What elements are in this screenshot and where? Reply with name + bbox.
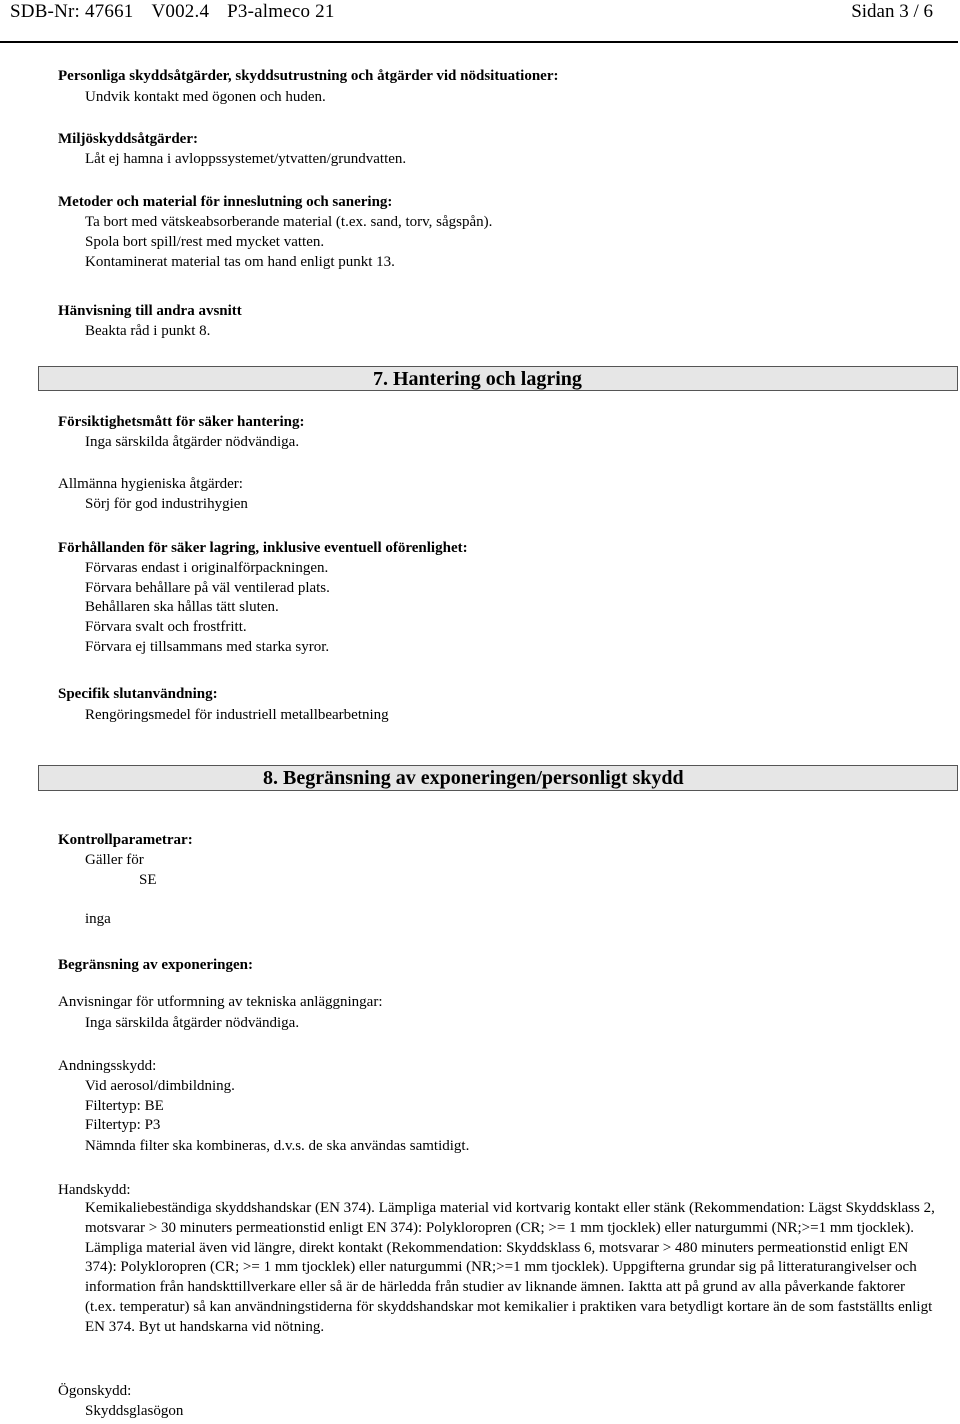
environmental-heading: Miljöskyddsåtgärder: [58, 131, 198, 147]
storage-line: Förvara behållare på väl ventilerad plats. [85, 580, 330, 596]
containment-line: Spola bort spill/rest med mycket vatten. [85, 234, 325, 250]
personal-precautions-text: Undvik kontakt med ögonen och huden. [85, 89, 326, 105]
storage-line: Förvara svalt och frostfritt. [85, 619, 247, 635]
reference-text: Beakta råd i punkt 8. [85, 323, 211, 339]
section-8-title: 8. Begränsning av exponeringen/personligt skydd [263, 767, 684, 789]
hygiene-heading: Allmänna hygieniska åtgärder: [58, 476, 243, 492]
hand-protection-heading: Handskydd: [58, 1182, 131, 1198]
document-header [10, 0, 353, 24]
product-name: P3-almeco 21 [227, 1, 335, 22]
containment-line: Ta bort med vätskeabsorberande material (t.ex. sand, torv, sågspån). [85, 214, 493, 230]
containment-heading: Metoder och material för inneslutning och sanering: [58, 194, 393, 210]
hand-protection-text: Kemikaliebeständiga skyddshandskar (EN 374). Lämpliga material vid kortvarig kontakt eller stänk (Rekommendation: Lägst Skyddsklass 2, motsvarar > 30 minuters permeationstid enligt EN 374): Polykloropren (CR; >= 1 mm tjocklek) eller naturgummi (NR;>=1 mm tjocklek). Lämpliga material även vid längre, direkt kontakt (Rekommendation: Skyddsklass 6, motsvarar > 480 minuters permeationstid enligt EN 374): Polykloropren (CR; >= 1 mm tjocklek) eller naturgummi (NR;>=1 mm tjocklek). Uppgifterna grundar sig på litteraturangivelser och information från handskttillverkare eller så är de härledda från studier av liknande ämnen. Iaktta att på grund av alla påverkande faktorer (t.ex. temperatur) så kan användningstiderna för skyddshandskar mot kemikalier i praktiken vara betydligt kortare än de som fastställts enligt EN 374. Byt ut handskarna vid nötning. [85, 1200, 935, 1335]
engineering-heading: Anvisningar för utformning av tekniska anläggningar: [58, 994, 383, 1010]
limits-none: inga [85, 911, 111, 927]
doc-version: V002.4 [151, 1, 210, 22]
respiratory-heading: Andningsskydd: [58, 1058, 157, 1074]
engineering-text: Inga särskilda åtgärder nödvändiga. [85, 1015, 300, 1031]
end-use-heading: Specifik slutanvändning: [58, 686, 218, 702]
storage-line: Förvaras endast i originalförpackningen. [85, 560, 329, 576]
storage-line: Förvara ej tillsammans med starka syror. [85, 639, 330, 655]
page-indicator: Sidan 3 / 6 [851, 1, 933, 22]
reference-heading: Hänvisning till andra avsnitt [58, 303, 242, 319]
safe-handling-heading: Försiktighetsmått för säker hantering: [58, 414, 305, 430]
section-7-title: 7. Hantering och lagring [373, 368, 582, 390]
containment-line: Kontaminerat material tas om hand enligt punkt 13. [85, 254, 395, 270]
respiratory-line: Nämnda filter ska kombineras, d.v.s. de ska användas samtidigt. [85, 1138, 470, 1154]
respiratory-line: Filtertyp: P3 [85, 1117, 161, 1133]
exposure-controls-heading: Begränsning av exponeringen: [58, 957, 254, 973]
hygiene-text: Sörj för god industrihygien [85, 496, 248, 512]
personal-precautions-heading: Personliga skyddsåtgärder, skyddsutrustning och åtgärder vid nödsituationer: [58, 68, 559, 84]
environmental-text: Låt ej hamna i avloppssystemet/ytvatten/grundvatten. [85, 151, 407, 167]
header-divider [0, 41, 958, 43]
eye-protection-text: Skyddsglasögon [85, 1403, 184, 1419]
respiratory-line: Filtertyp: BE [85, 1098, 164, 1114]
respiratory-line: Vid aerosol/dimbildning. [85, 1078, 235, 1094]
storage-line: Behållaren ska hållas tätt sluten. [85, 599, 279, 615]
applies-for-label: Gäller för [85, 852, 144, 868]
country-code: SE [139, 872, 157, 888]
storage-heading: Förhållanden för säker lagring, inklusive eventuell oförenlighet: [58, 540, 468, 556]
doc-number: SDB-Nr: 47661 [10, 1, 134, 22]
end-use-text: Rengöringsmedel för industriell metallbearbetning [85, 707, 389, 723]
eye-protection-heading: Ögonskydd: [58, 1383, 132, 1399]
control-parameters-heading: Kontrollparametrar: [58, 832, 193, 848]
safe-handling-text: Inga särskilda åtgärder nödvändiga. [85, 434, 300, 450]
